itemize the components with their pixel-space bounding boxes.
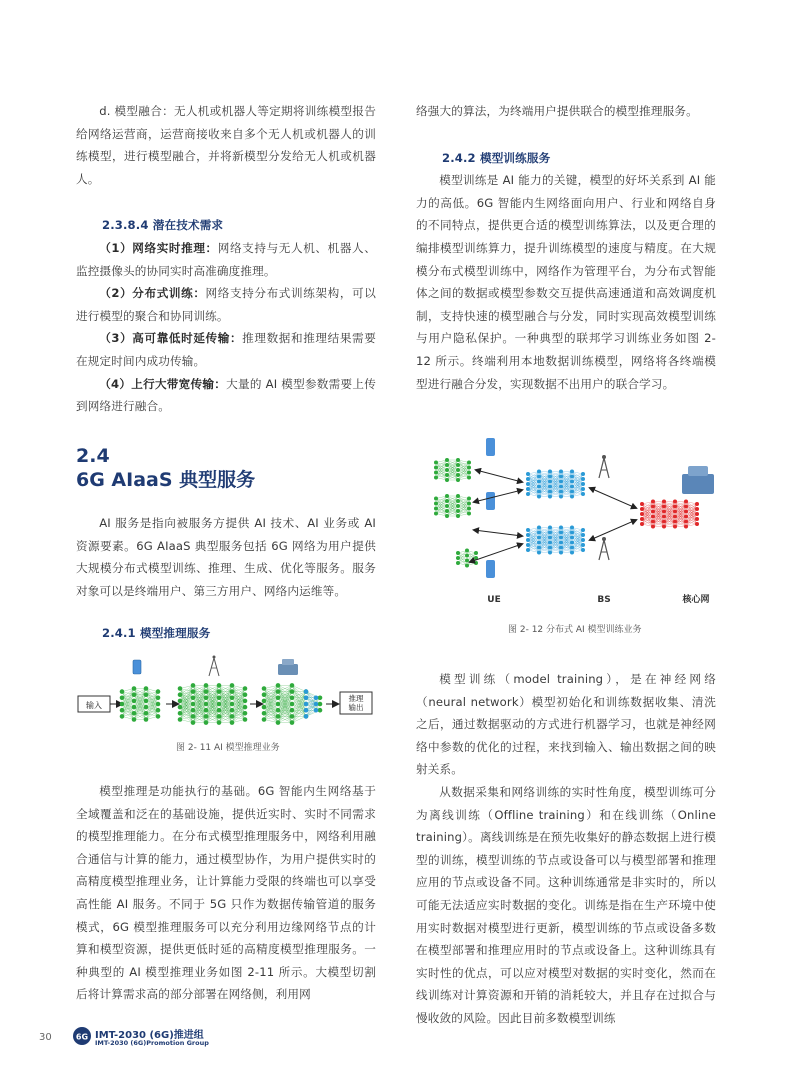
- network-node: [434, 502, 438, 506]
- network-node: [640, 522, 644, 526]
- paragraph-model-training: 模型训练（model training），是在神经网络（neural network）模型初始化和训练数据收集、清洗之后，通过数据驱动的方式进行机器学习，也就是神经网络中参数的优化的过程，来找到输入、输出数据之间的映射关系。: [416, 672, 716, 777]
- network-node: [445, 514, 449, 518]
- network-node: [204, 702, 209, 707]
- network-node: [191, 708, 196, 713]
- network-node: [581, 533, 585, 537]
- network-node: [581, 492, 585, 496]
- network-node: [132, 699, 137, 704]
- network-node: [262, 705, 267, 710]
- network-node: [144, 711, 149, 716]
- network-node: [467, 476, 471, 480]
- network-node: [304, 714, 309, 719]
- network-node: [695, 522, 699, 526]
- requirement-1-label: （1）网络实时推理：: [99, 240, 218, 255]
- tower-icon: [599, 455, 609, 478]
- network-node: [548, 546, 552, 550]
- network-node: [230, 689, 235, 694]
- network-node: [581, 548, 585, 552]
- network-node: [445, 468, 449, 472]
- figure-2-12: [418, 432, 728, 610]
- requirement-2-text: 网络支持分布式训练架构，可以进行模型的聚合和协同训练。: [76, 286, 376, 323]
- network-node: [662, 500, 666, 504]
- network-node: [684, 525, 688, 529]
- network-node: [467, 461, 471, 465]
- network-node: [651, 510, 655, 514]
- page-number: 30: [39, 1032, 52, 1043]
- network-node: [467, 466, 471, 470]
- network-node: [465, 559, 469, 563]
- network-node: [132, 711, 137, 716]
- network-node: [156, 708, 161, 713]
- network-node: [537, 480, 541, 484]
- network-node: [262, 711, 267, 716]
- network-node: [537, 495, 541, 499]
- network-node: [434, 512, 438, 516]
- network-node: [559, 541, 563, 545]
- network-node: [217, 683, 222, 688]
- heading-242: 2.4.2 模型训练服务: [442, 150, 551, 165]
- network-node: [581, 482, 585, 486]
- network-node: [662, 515, 666, 519]
- network-node: [243, 717, 248, 722]
- network-node: [262, 692, 267, 697]
- network-node: [456, 509, 460, 513]
- network-node: [262, 699, 267, 704]
- paragraph-inference: 模型推理是功能执行的基础。6G 智能内生网络基于全域覆盖和泛在的基础设施，提供近实时、实时不同需求的模型推理能力。在分布式模型推理服务中，网络利用融合通信与计算的能力，通过模型协作，为用户提供实时的高精度模型推理业务，让计算能力受限的终端也可以享受高性能 AI 服务。不同于 5G 只作为数据传输管道的服务模式，6G 模型推理服务可以充分利用边缘网络节点的计算和模型资源，提供更低时延的高精度模型推理服务。一种典型的 AI 模型推理业务如图 2-11 所示。大模型切割后将计算需求高的部分部署在网络侧，利用网: [76, 784, 376, 1002]
- figure-2-11-caption: 图 2- 11 AI 模型推理业务: [176, 743, 280, 753]
- requirement-2: [76, 282, 376, 327]
- network-node: [640, 512, 644, 516]
- network-node: [434, 471, 438, 475]
- network-node: [537, 485, 541, 489]
- network-node: [445, 463, 449, 467]
- phone-icon: [486, 492, 495, 510]
- network-node: [456, 514, 460, 518]
- network-node: [684, 515, 688, 519]
- network-node: [526, 472, 530, 476]
- phone-icon: [486, 560, 495, 578]
- network-node: [526, 548, 530, 552]
- network-node: [526, 482, 530, 486]
- network-node: [570, 531, 574, 535]
- requirement-3-text: 推理数据和推理结果需要在规定时间内成功传输。: [76, 331, 376, 368]
- label-ue: UE: [487, 595, 501, 605]
- network-node: [191, 683, 196, 688]
- network-node: [230, 702, 235, 707]
- network-node: [304, 708, 309, 713]
- network-node: [474, 561, 478, 565]
- neural-network-bs: [178, 683, 248, 725]
- network-node: [217, 708, 222, 713]
- network-node: [156, 696, 161, 701]
- requirement-2-label: （2）分布式训练：: [99, 286, 206, 301]
- network-node: [662, 510, 666, 514]
- network-node: [445, 478, 449, 482]
- requirement-4-label: （4）上行大带宽传输：: [99, 376, 227, 391]
- requirement-3: [76, 327, 376, 372]
- network-node: [276, 689, 281, 694]
- logo-mark: 6G: [75, 1032, 89, 1042]
- network-node: [434, 497, 438, 501]
- tower-icon: [209, 656, 219, 677]
- network-node: [548, 485, 552, 489]
- requirement-1: [76, 237, 376, 282]
- network-node: [120, 689, 125, 694]
- network-node: [262, 686, 267, 691]
- requirement-3-label: （3）高可靠低时延传输：: [99, 331, 243, 346]
- network-node: [537, 546, 541, 550]
- network-node: [570, 541, 574, 545]
- network-node: [684, 505, 688, 509]
- network-node: [178, 717, 183, 722]
- network-node: [217, 720, 222, 725]
- network-node: [314, 708, 319, 713]
- heading-241: 2.4.1 模型推理服务: [102, 626, 211, 640]
- network-node: [651, 525, 655, 529]
- network-node: [548, 551, 552, 555]
- network-node: [120, 702, 125, 707]
- network-node: [456, 561, 460, 565]
- network-node: [695, 502, 699, 506]
- network-node: [640, 507, 644, 511]
- network-node: [132, 692, 137, 697]
- network-node: [217, 689, 222, 694]
- network-node: [467, 471, 471, 475]
- network-node: [640, 502, 644, 506]
- network-node: [445, 494, 449, 498]
- server-icon: [682, 466, 714, 494]
- section-number: 2.4: [76, 445, 110, 467]
- network-node: [290, 683, 295, 688]
- network-node: [204, 696, 209, 701]
- network-node: [290, 689, 295, 694]
- network-node: [456, 504, 460, 508]
- network-node: [318, 708, 323, 713]
- network-node: [445, 499, 449, 503]
- network-node: [673, 525, 677, 529]
- network-node: [570, 546, 574, 550]
- network-node: [548, 536, 552, 540]
- network-node: [243, 699, 248, 704]
- network-node: [290, 708, 295, 713]
- network-node: [673, 515, 677, 519]
- network-node: [230, 720, 235, 725]
- requirement-4-text: 大量的 AI 模型参数需要上传到网络进行融合。: [76, 376, 376, 414]
- network-node: [156, 714, 161, 719]
- network-node: [230, 714, 235, 719]
- network-node: [276, 708, 281, 713]
- network-node: [156, 702, 161, 707]
- network-node: [191, 689, 196, 694]
- network-node: [695, 517, 699, 521]
- network-node: [434, 466, 438, 470]
- network-node: [290, 714, 295, 719]
- paragraph-intro: AI 服务是指向被服务方提供 AI 技术、AI 业务或 AI 资源要素。6G AIaaS 典型服务包括 6G 网络为用户提供大规模分布式模型训练、推理、生成、优化等服务。服务对象可以是终端用户、第三方用户、网络内运维等。: [76, 516, 376, 598]
- network-node: [191, 702, 196, 707]
- network-node: [537, 536, 541, 540]
- network-node: [191, 714, 196, 719]
- network-node: [217, 696, 222, 701]
- network-node: [304, 696, 309, 701]
- label-bs: BS: [597, 595, 611, 605]
- network-node: [434, 507, 438, 511]
- heading-241-wrap: [102, 622, 382, 645]
- network-node: [465, 554, 469, 558]
- network-node: [559, 475, 563, 479]
- network-node: [570, 551, 574, 555]
- network-node: [537, 470, 541, 474]
- input-label: 输入: [86, 701, 102, 710]
- label-core: 核心网: [682, 595, 710, 605]
- network-node: [132, 686, 137, 691]
- network-node: [456, 468, 460, 472]
- network-node: [230, 708, 235, 713]
- network-node: [537, 531, 541, 535]
- paragraph-model-fusion: d. 模型融合：无人机或机器人等定期将训练模型报告给网络运营商，运营商接收来自多个无人机或机器人的训练模型，进行模型融合，并将新模型分发给无人机或机器人。: [76, 104, 376, 186]
- org-name: IMT-2030 (6G)推进组: [95, 1030, 204, 1041]
- network-node: [537, 551, 541, 555]
- network-node: [662, 525, 666, 529]
- network-node: [144, 717, 149, 722]
- right-lower: [416, 668, 716, 1030]
- network-node: [445, 473, 449, 477]
- network-node: [581, 528, 585, 532]
- network-node: [548, 480, 552, 484]
- network-node: [217, 702, 222, 707]
- left-infer: [76, 780, 376, 1006]
- network-node: [144, 699, 149, 704]
- network-node: [559, 495, 563, 499]
- output-label-1: 推理: [348, 694, 364, 703]
- heading-2384: 2.3.8.4 潜在技术需求: [102, 218, 224, 233]
- network-node: [456, 494, 460, 498]
- network-node: [262, 717, 267, 722]
- network-node: [548, 541, 552, 545]
- org-name-en: IMT-2030 (6G)Promotion Group: [95, 1039, 209, 1047]
- network-node: [191, 720, 196, 725]
- network-node: [537, 475, 541, 479]
- network-node: [548, 490, 552, 494]
- network-node: [526, 492, 530, 496]
- network-node: [559, 536, 563, 540]
- network-node: [144, 686, 149, 691]
- network-node: [559, 480, 563, 484]
- network-node: [673, 505, 677, 509]
- network-node: [570, 495, 574, 499]
- network-node: [651, 500, 655, 504]
- requirement-1-text: 网络支持与无人机、机器人、监控摄像头的协同实时高准确度推理。: [76, 240, 376, 278]
- network-node: [456, 478, 460, 482]
- network-node: [526, 533, 530, 537]
- federated-networks: [434, 458, 699, 568]
- network-node: [445, 509, 449, 513]
- network-node: [548, 531, 552, 535]
- network-node: [178, 686, 183, 691]
- network-node: [559, 485, 563, 489]
- network-node: [673, 500, 677, 504]
- network-node: [465, 549, 469, 553]
- network-node: [559, 546, 563, 550]
- network-node: [474, 551, 478, 555]
- network-node: [456, 463, 460, 467]
- network-node: [640, 517, 644, 521]
- network-node: [570, 526, 574, 530]
- network-node: [526, 543, 530, 547]
- network-node: [156, 689, 161, 694]
- network-node: [230, 683, 235, 688]
- network-node: [276, 696, 281, 701]
- phone-icon: [133, 660, 141, 674]
- network-node: [178, 699, 183, 704]
- network-node: [456, 499, 460, 503]
- section-title: 6G AIaaS 典型服务: [76, 469, 256, 491]
- network-node: [314, 702, 319, 707]
- network-node: [230, 696, 235, 701]
- network-node: [204, 689, 209, 694]
- network-node: [290, 720, 295, 725]
- network-node: [120, 714, 125, 719]
- network-node: [537, 541, 541, 545]
- network-node: [120, 696, 125, 701]
- network-node: [695, 507, 699, 511]
- network-node: [548, 475, 552, 479]
- network-node: [684, 520, 688, 524]
- network-node: [570, 485, 574, 489]
- network-node: [548, 470, 552, 474]
- network-node: [290, 696, 295, 701]
- network-node: [276, 702, 281, 707]
- network-node: [673, 520, 677, 524]
- neural-network-core: [262, 683, 323, 725]
- network-node: [684, 510, 688, 514]
- neural-network-ue: [120, 686, 161, 722]
- network-node: [456, 458, 460, 462]
- network-node: [570, 480, 574, 484]
- network-node: [290, 702, 295, 707]
- network-node: [456, 556, 460, 560]
- tower-icon: [599, 537, 609, 560]
- network-node: [673, 510, 677, 514]
- network-node: [144, 705, 149, 710]
- network-node: [243, 686, 248, 691]
- output-label-2: 输出: [348, 703, 364, 712]
- network-node: [243, 692, 248, 697]
- requirement-4: [76, 373, 376, 418]
- network-node: [537, 526, 541, 530]
- network-node: [314, 696, 319, 701]
- network-node: [276, 720, 281, 725]
- network-node: [204, 708, 209, 713]
- network-node: [318, 696, 323, 701]
- network-node: [276, 683, 281, 688]
- network-node: [456, 473, 460, 477]
- network-node: [570, 490, 574, 494]
- right-column: [416, 100, 716, 395]
- network-node: [243, 711, 248, 716]
- left-intro: [76, 512, 376, 602]
- network-node: [581, 477, 585, 481]
- network-node: [304, 702, 309, 707]
- network-node: [178, 692, 183, 697]
- network-node: [559, 551, 563, 555]
- network-node: [144, 692, 149, 697]
- network-node: [467, 512, 471, 516]
- network-node: [217, 714, 222, 719]
- network-node: [445, 504, 449, 508]
- network-node: [120, 708, 125, 713]
- network-node: [526, 487, 530, 491]
- network-node: [570, 475, 574, 479]
- network-node: [581, 472, 585, 476]
- network-node: [526, 477, 530, 481]
- network-node: [559, 531, 563, 535]
- network-node: [537, 490, 541, 494]
- network-node: [467, 507, 471, 511]
- network-node: [695, 512, 699, 516]
- network-node: [204, 683, 209, 688]
- network-node: [318, 702, 323, 707]
- figure-2-11: [76, 652, 380, 734]
- network-node: [445, 458, 449, 462]
- network-node: [243, 705, 248, 710]
- network-node: [684, 500, 688, 504]
- network-node: [526, 538, 530, 542]
- network-node: [559, 470, 563, 474]
- network-node: [204, 714, 209, 719]
- paragraph-training: 模型训练是 AI 能力的关键，模型的好坏关系到 AI 能力的高低。6G 智能内生网络面向用户、行业和网络自身的不同特点，提供更合适的模型训练算法，以及更合理的编排模型训练算力，提升训练模型的速度与精度。在大规模分布式模型训练中，网络作为管理平台，为分布式智能体之间的数据或模型参数交互提供高速通道和高效调度机制，支持快速的模型融合与分发，同时实现高效模型训练与用户隐私保护。一种典型的联邦学习训练业务如图 2-12 所示。终端利用本地数据训练模型，网络将各终端模型进行融合分发，实现数据不出用户的联合学习。: [416, 173, 716, 391]
- network-node: [581, 538, 585, 542]
- paragraph-offline-online: 从数据采集和网络训练的实时性角度，模型训练可分为离线训练（Offline training）和在线训练（Online training）。离线训练是在预先收集好的静态数据上进行模型的训练，模型训练的节点或设备可以与模型部署和推理应用的节点或设备不同。这种训练通常是非实时的，所以可能无法适应实时数据的变化。训练是指在生产环境中使用实时数据对模型进行更新，模型训练的节点或设备多数在模型部署和推理应用时的节点或设备上。这种训练具有实时性的优点，可以应对模型对数据的实时变化，然而在线训练对计算资源和开销的消耗较大，并且存在过拟合与慢收敛的风险。因此目前多数模型训练: [416, 784, 716, 1025]
- network-node: [662, 520, 666, 524]
- network-node: [178, 711, 183, 716]
- network-node: [204, 720, 209, 725]
- network-node: [178, 705, 183, 710]
- phone-icon: [486, 438, 495, 456]
- network-node: [276, 714, 281, 719]
- network-node: [467, 502, 471, 506]
- network-node: [570, 536, 574, 540]
- network-node: [559, 526, 563, 530]
- network-node: [662, 505, 666, 509]
- network-node: [559, 490, 563, 494]
- network-node: [132, 717, 137, 722]
- network-node: [581, 543, 585, 547]
- network-node: [570, 470, 574, 474]
- network-node: [465, 564, 469, 568]
- network-node: [651, 515, 655, 519]
- paragraph-continued: 络强大的算法，为终端用户提供联合的模型推理服务。: [416, 104, 698, 118]
- network-node: [434, 476, 438, 480]
- network-node: [651, 505, 655, 509]
- network-node: [304, 689, 309, 694]
- network-node: [434, 461, 438, 465]
- network-node: [548, 526, 552, 530]
- network-node: [467, 497, 471, 501]
- network-node: [581, 487, 585, 491]
- network-node: [651, 520, 655, 524]
- figure-2-12-caption: 图 2- 12 分布式 AI 模型训练业务: [508, 625, 642, 635]
- network-node: [456, 551, 460, 555]
- server-icon: [278, 659, 298, 675]
- left-column: [76, 100, 376, 418]
- network-node: [526, 528, 530, 532]
- network-node: [548, 495, 552, 499]
- network-node: [191, 696, 196, 701]
- network-node: [132, 705, 137, 710]
